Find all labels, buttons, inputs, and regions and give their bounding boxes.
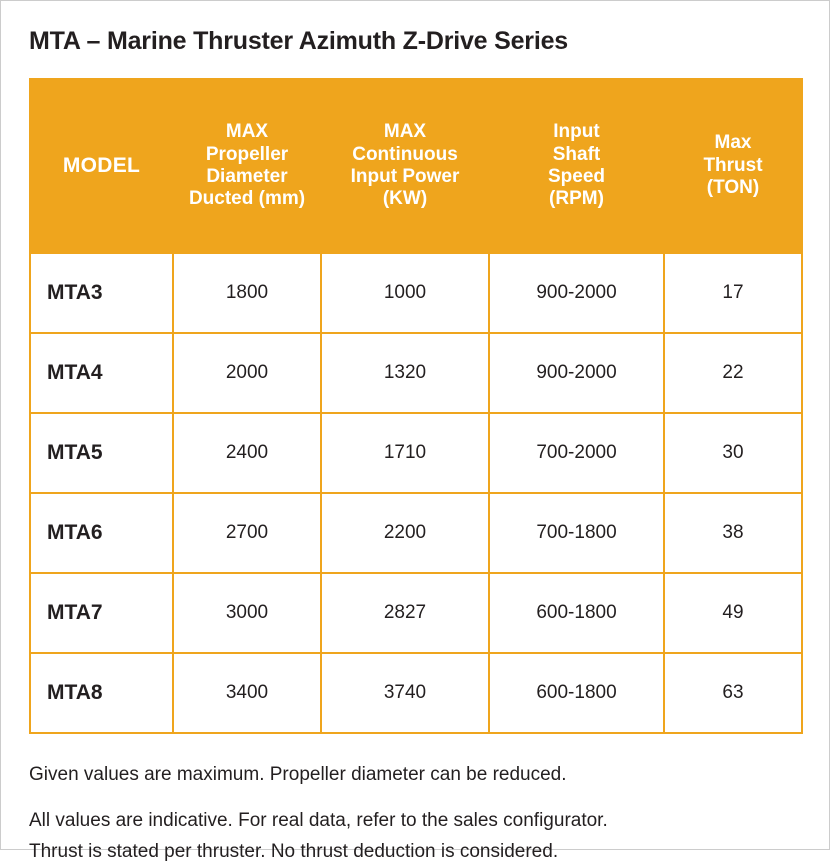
table-row <box>30 653 802 733</box>
footnote-indicative-values <box>29 806 801 867</box>
column-header-power-line-3: Input Power <box>350 166 460 187</box>
table-row <box>30 573 802 653</box>
column-header-power-line-4: (KW) <box>382 188 428 210</box>
cell-diameter: 2000 <box>173 333 321 413</box>
column-header-power-line-2: Continuous <box>352 143 458 165</box>
column-header-speed-line-1: Input <box>553 121 600 143</box>
cell-thrust: 38 <box>664 493 802 573</box>
footnote-maximum-values: Given values are maximum. Propeller diameter can be reduced. <box>29 764 567 785</box>
column-header-speed-line-4: (RPM) <box>549 188 604 210</box>
column-header-shaft-speed <box>489 79 664 253</box>
cell-model: MTA5 <box>30 413 173 493</box>
column-header-power-line-1: MAX <box>383 121 427 143</box>
table-header-row <box>30 79 802 253</box>
footnote-indicative-line-1: All values are indicative. For real data, refer to the sales configurator. <box>29 810 608 832</box>
table-row <box>30 493 802 573</box>
page-title: MTA – Marine Thruster Azimuth Z-Drive Series <box>29 27 568 55</box>
column-header-max-thrust <box>664 79 802 253</box>
cell-diameter: 2400 <box>173 413 321 493</box>
column-header-thrust-line-2: Thrust <box>703 154 763 176</box>
column-header-speed-line-2: Shaft <box>552 143 601 165</box>
cell-diameter: 3400 <box>173 653 321 733</box>
cell-speed: 900-2000 <box>489 333 664 413</box>
cell-model: MTA8 <box>30 653 173 733</box>
cell-power: 1000 <box>321 253 489 333</box>
cell-speed: 600-1800 <box>489 653 664 733</box>
column-header-propeller-diameter <box>173 79 321 253</box>
column-header-diameter-line-2: Propeller <box>205 143 289 165</box>
cell-model: MTA7 <box>30 573 173 653</box>
cell-speed: 600-1800 <box>489 573 664 653</box>
cell-thrust: 49 <box>664 573 802 653</box>
column-header-model <box>30 79 173 253</box>
cell-speed: 700-1800 <box>489 493 664 573</box>
column-header-speed-line-3: Speed <box>547 166 606 187</box>
table-row <box>30 413 802 493</box>
table-row <box>30 333 802 413</box>
column-header-thrust-line-3: (TON) <box>706 177 760 199</box>
column-header-diameter-line-3: Diameter <box>206 166 288 187</box>
cell-thrust: 22 <box>664 333 802 413</box>
cell-speed: 900-2000 <box>489 253 664 333</box>
column-header-input-power <box>321 79 489 253</box>
column-header-thrust-line-1: Max <box>714 132 752 154</box>
column-header-model-line-1: MODEL <box>62 153 141 177</box>
table-body <box>30 253 802 733</box>
cell-model: MTA6 <box>30 493 173 573</box>
cell-speed: 700-2000 <box>489 413 664 493</box>
cell-power: 3740 <box>321 653 489 733</box>
footnotes <box>29 760 801 867</box>
cell-power: 1710 <box>321 413 489 493</box>
cell-diameter: 1800 <box>173 253 321 333</box>
column-header-diameter-line-4: Ducted (mm) <box>188 188 306 210</box>
column-header-diameter-line-1: MAX <box>225 121 269 143</box>
cell-diameter: 3000 <box>173 573 321 653</box>
cell-model: MTA4 <box>30 333 173 413</box>
cell-diameter: 2700 <box>173 493 321 573</box>
cell-thrust: 30 <box>664 413 802 493</box>
cell-power: 2200 <box>321 493 489 573</box>
cell-power: 2827 <box>321 573 489 653</box>
table-row <box>30 253 802 333</box>
cell-power: 1320 <box>321 333 489 413</box>
table-header <box>30 79 802 253</box>
cell-model: MTA3 <box>30 253 173 333</box>
footnote-indicative-line-2: Thrust is stated per thruster. No thrust deduction is considered. <box>29 840 559 862</box>
cell-thrust: 63 <box>664 653 802 733</box>
cell-thrust: 17 <box>664 253 802 333</box>
specifications-table <box>29 78 803 734</box>
